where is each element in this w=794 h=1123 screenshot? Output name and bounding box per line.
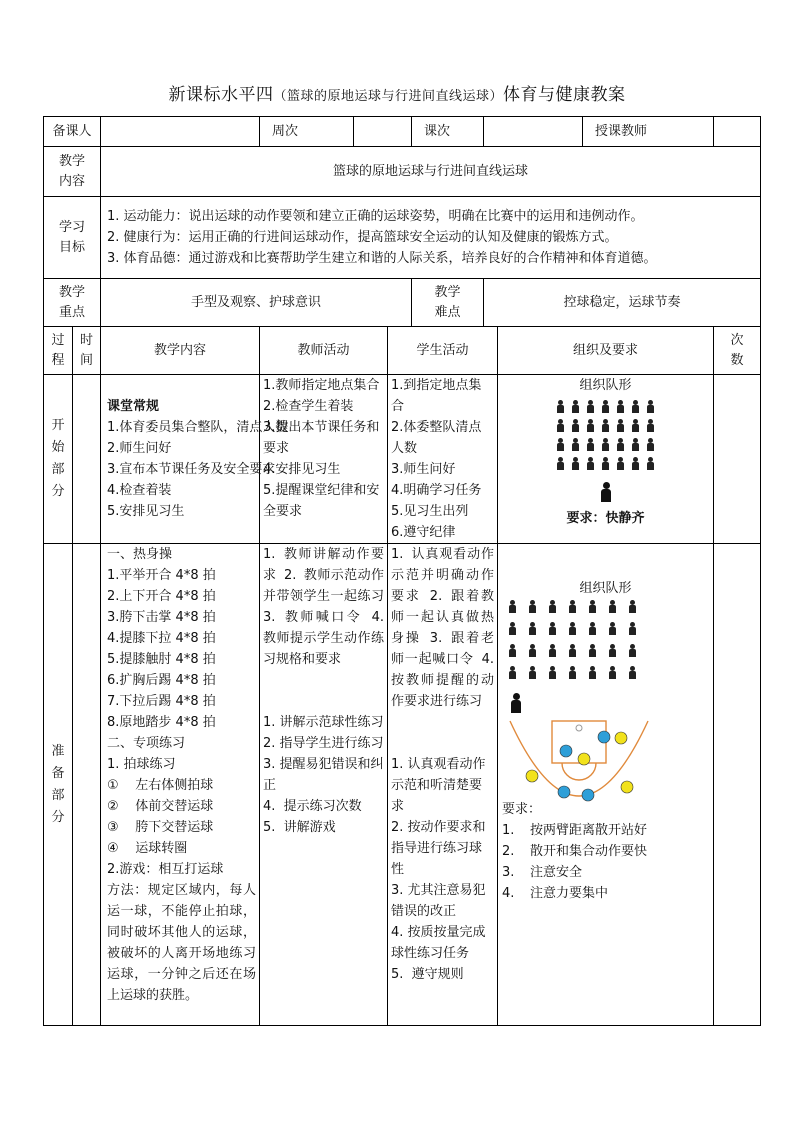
prep-time [73, 544, 101, 1026]
start-org [498, 375, 714, 544]
student-icon [508, 600, 517, 613]
prep-content-item: 5.提膝触肘 4*8 拍 [107, 652, 216, 667]
start-requirement: 要求：快静齐 [566, 511, 645, 526]
title-suffix: 体育与健康教案 [503, 85, 626, 105]
student-icon [608, 622, 617, 635]
student-icon [556, 419, 565, 432]
start-content-item: 1.体育委员集合整队，清点人数 [107, 420, 289, 435]
student-icon [601, 457, 610, 470]
content-row [44, 147, 761, 197]
page-title [0, 80, 794, 105]
lesson-label-text: 课次 [424, 124, 451, 139]
prep-teacher-a: 1. 教师讲解动作要求 2. 教师示范动作并带领学生一起练习 3. 教师喊口令 4. 教师提示学生动作练习规格和要求 [263, 547, 385, 667]
content-value: 篮球的原地运球与行进间直线运球 [101, 147, 761, 197]
prep-req-text: 注意力要集中 [530, 886, 609, 901]
student-icon [588, 622, 597, 635]
prep-teacher-b-item: 5. 讲解游戏 [263, 820, 336, 835]
col-org: 组织及要求 [498, 327, 714, 375]
student-icon [631, 457, 640, 470]
formation-row [502, 665, 709, 687]
student-icon [568, 600, 577, 613]
col-process [44, 327, 73, 375]
game-method: 方法：规定区域内，每人运一球，不能停止拍球，同时破坏其他人的运球，被破坏的人离开场地练习运球，一分钟之后还在场上运球的获胜。 [107, 883, 257, 1003]
formation-row [502, 643, 709, 665]
goal-item: 3. 体育品德：通过游戏和比赛帮助学生建立和谐的人际关系，培养良好的合作精神和体育道德。 [107, 251, 657, 266]
student-icon [528, 622, 537, 635]
teacher-position [502, 693, 709, 717]
formation-row [501, 438, 710, 457]
student-icon [528, 644, 537, 657]
col-count [714, 327, 761, 375]
content-label-text: 教学内容 [58, 153, 85, 189]
student-icon [646, 400, 655, 413]
player-blue-icon [582, 789, 594, 801]
student-icon [616, 419, 625, 432]
formation-row [502, 621, 709, 643]
prep-student-b-item: 1. 认真观看动作示范和听清楚要求 [391, 757, 486, 814]
prep-content-item: 6.扩胸后踢 4*8 拍 [107, 673, 216, 688]
start-teacher-item: 4.安排见习生 [263, 462, 341, 477]
prep-content-item: ② 体前交替运球 [107, 799, 214, 814]
prep-content-item: 4.提膝下拉 4*8 拍 [107, 631, 216, 646]
focus-row [44, 279, 761, 327]
student-icon [586, 438, 595, 451]
start-student-item: 1.到指定地点集合 [391, 378, 482, 414]
lesson-plan-table [43, 116, 761, 1026]
col-teacher: 教师活动 [260, 327, 388, 375]
prep-student-a: 1. 认真观看动作示范并明确动作要求 2. 跟着教师一起认真做热身操 3. 跟着老师一起喊口令 4. 按教师提醒的动作要求进行练习 [391, 547, 495, 709]
student-icon [568, 666, 577, 679]
title-prefix: 新课标水平四 [168, 85, 274, 105]
prep-teacher-b-item: 4. 提示练习次数 [263, 799, 362, 814]
student-icon [548, 644, 557, 657]
prep-content-item: 二、专项练习 [107, 736, 186, 751]
difficulty-value: 控球稳定，运球节奏 [484, 279, 761, 327]
preparer-label: 备课人 [44, 117, 101, 147]
student-icon [628, 622, 637, 635]
start-student-item: 6.遵守纪律 [391, 525, 456, 540]
preparer-value [101, 117, 260, 147]
player-yellow-icon [615, 732, 627, 744]
start-content-item: 5.安排见习生 [107, 504, 185, 519]
prep-content-item: 1. 拍球练习 [107, 757, 176, 772]
student-icon [568, 622, 577, 635]
prep-content-item: 2.上下开合 4*8 拍 [107, 589, 216, 604]
prep-count [714, 544, 761, 1026]
start-student-item: 2.体委整队清点人数 [391, 420, 482, 456]
student-icon [556, 438, 565, 451]
prep-student-b-item: 4. 按质按量完成球性练习任务 [391, 925, 486, 961]
formation-row [502, 599, 709, 621]
start-content-item: 3.宣布本节课任务及安全要求 [107, 462, 276, 477]
prep-content-item: 2.游戏：相互打运球 [107, 862, 224, 877]
key-point-value: 手型及观察、护球意识 [101, 279, 412, 327]
formation-row [501, 457, 710, 476]
prep-student-b-item: 5. 遵守规则 [391, 967, 464, 982]
teacher-icon [510, 693, 522, 713]
goals-label [44, 197, 101, 279]
prep-content-item: ① 左右体侧拍球 [107, 778, 214, 793]
start-student-item: 5.见习生出列 [391, 504, 469, 519]
prep-req-text: 注意安全 [530, 865, 583, 880]
student-icon [601, 400, 610, 413]
prep-section-row [44, 544, 761, 1026]
prep-content-item: 一、热身操 [107, 547, 173, 562]
teacher-value [714, 117, 761, 147]
student-icon [548, 600, 557, 613]
student-icon [588, 600, 597, 613]
student-icon [508, 644, 517, 657]
title-subtitle: （篮球的原地运球与行进间直线运球） [273, 89, 503, 104]
prep-teacher-b-item: 3. 提醒易犯错误和纠正 [263, 757, 384, 793]
goal-item: 1. 运动能力：说出运球的动作要领和建立正确的运球姿势，明确在比赛中的运用和违例动作。 [107, 209, 644, 224]
prep-req-item [502, 841, 709, 862]
student-icon [568, 644, 577, 657]
prep-content-item: 7.下拉后踢 4*8 拍 [107, 694, 216, 709]
student-icon [628, 644, 637, 657]
student-icon [628, 666, 637, 679]
start-teacher-item: 2.检查学生着装 [263, 399, 354, 414]
prep-teacher [260, 544, 388, 1026]
start-org-title: 组织队形 [579, 378, 632, 393]
student-icon [508, 666, 517, 679]
start-content-item: 2.师生问好 [107, 441, 172, 456]
week-label-text: 周次 [272, 124, 299, 139]
prep-student [388, 544, 498, 1026]
prep-req-title: 要求： [502, 802, 542, 817]
student-icon [631, 400, 640, 413]
student-icon [556, 457, 565, 470]
start-content-item: 4.检查着装 [107, 483, 172, 498]
student-icon [586, 419, 595, 432]
prep-req-item [502, 883, 709, 904]
student-icon [586, 457, 595, 470]
student-icon [508, 622, 517, 635]
start-student-item: 4.明确学习任务 [391, 483, 482, 498]
formation-row [501, 400, 710, 419]
teacher-label [583, 117, 714, 147]
student-icon [646, 438, 655, 451]
player-yellow-icon [621, 781, 633, 793]
start-content [101, 375, 289, 544]
start-count [714, 375, 761, 544]
student-icon [608, 644, 617, 657]
student-icon [628, 600, 637, 613]
player-blue-icon [558, 786, 570, 798]
prep-content-item: 3.胯下击掌 4*8 拍 [107, 610, 216, 625]
student-icon [608, 666, 617, 679]
student-icon [556, 400, 565, 413]
start-label [44, 375, 73, 544]
student-icon [588, 666, 597, 679]
prep-content-item: 1.平举开合 4*8 拍 [107, 568, 216, 583]
content-label [44, 147, 101, 197]
player-blue-icon [598, 731, 610, 743]
prep-req-number: 1. [502, 823, 515, 838]
col-student: 学生活动 [388, 327, 498, 375]
student-icon [548, 666, 557, 679]
prep-teacher-b-item: 2. 指导学生进行练习 [263, 736, 384, 751]
difficulty-label-text: 教学难点 [434, 284, 461, 320]
formation-row [501, 419, 710, 438]
prep-req-text: 散开和集合动作要快 [530, 844, 648, 859]
teacher-label-text: 授课教师 [595, 124, 648, 139]
start-time [73, 375, 101, 544]
student-icon [528, 600, 537, 613]
start-label-text: 开始部分 [51, 418, 65, 499]
prep-content-item: 8.原地踏步 4*8 拍 [107, 715, 216, 730]
student-icon [586, 400, 595, 413]
start-section-row [44, 375, 761, 544]
student-icon [571, 457, 580, 470]
student-icon [631, 438, 640, 451]
start-teacher-item: 3.提出本节课任务和要求 [263, 420, 380, 456]
prep-teacher-b-item: 1. 讲解示范球性练习 [263, 715, 384, 730]
student-icon [571, 419, 580, 432]
prep-org-title: 组织队形 [579, 581, 632, 596]
prep-content-item: ④ 运球转圈 [107, 841, 188, 856]
prep-label [44, 544, 73, 1026]
key-point-label [44, 279, 101, 327]
student-icon [646, 419, 655, 432]
goals-row [44, 197, 761, 279]
player-blue-icon [560, 745, 572, 757]
header-row [44, 117, 761, 147]
student-icon [631, 419, 640, 432]
start-teacher-item: 1.教师指定地点集合 [263, 378, 380, 393]
student-icon [608, 600, 617, 613]
student-icon [646, 457, 655, 470]
student-icon [616, 438, 625, 451]
prep-label-text: 准备部分 [51, 743, 65, 825]
start-student [388, 375, 498, 544]
prep-req-number: 3. [502, 865, 515, 880]
prep-req-item [502, 862, 709, 883]
week-value [354, 117, 412, 147]
prep-req-text: 按两臂距离散开站好 [530, 823, 648, 838]
student-icon [571, 400, 580, 413]
col-process-text: 过程 [51, 332, 65, 368]
student-icon [601, 438, 610, 451]
col-time [73, 327, 101, 375]
player-yellow-icon [526, 770, 538, 782]
difficulty-label [412, 279, 484, 327]
start-content-title: 课堂常规 [107, 399, 160, 414]
col-count-text: 次数 [730, 332, 744, 368]
start-teacher-item: 5.提醒课堂纪律和安全要求 [263, 483, 380, 519]
prep-student-b-item: 3. 尤其注意易犯错误的改正 [391, 883, 486, 919]
prep-req-list [502, 820, 709, 904]
prep-student-b-item: 2. 按动作要求和指导进行练习球性 [391, 820, 486, 877]
teacher-icon [600, 482, 612, 502]
week-label [260, 117, 354, 147]
student-icon [616, 400, 625, 413]
prep-org [498, 544, 714, 1026]
student-icon [548, 622, 557, 635]
prep-content [101, 544, 260, 1026]
col-time-text: 时间 [79, 332, 93, 368]
student-icon [616, 457, 625, 470]
column-header-row [44, 327, 761, 375]
prep-req-item [502, 820, 709, 841]
key-point-label-text: 教学重点 [58, 284, 85, 320]
student-icon [588, 644, 597, 657]
col-content: 教学内容 [101, 327, 260, 375]
prep-req-number: 4. [502, 886, 515, 901]
lesson-value [484, 117, 583, 147]
player-yellow-icon [578, 753, 590, 765]
teacher-position [501, 482, 710, 504]
goals-label-text: 学习目标 [58, 219, 85, 255]
goals-list [101, 197, 761, 279]
start-student-item: 3.师生问好 [391, 462, 456, 477]
lesson-label [412, 117, 484, 147]
student-icon [571, 438, 580, 451]
court-diagram [504, 721, 654, 799]
goal-item: 2. 健康行为：运用正确的行进间运球动作，提高篮球安全运动的认知及健康的锻炼方式。 [107, 230, 618, 245]
prep-req-number: 2. [502, 844, 515, 859]
student-icon [528, 666, 537, 679]
student-icon [601, 419, 610, 432]
start-teacher [260, 375, 388, 544]
prep-content-item: ③ 胯下交替运球 [107, 820, 214, 835]
